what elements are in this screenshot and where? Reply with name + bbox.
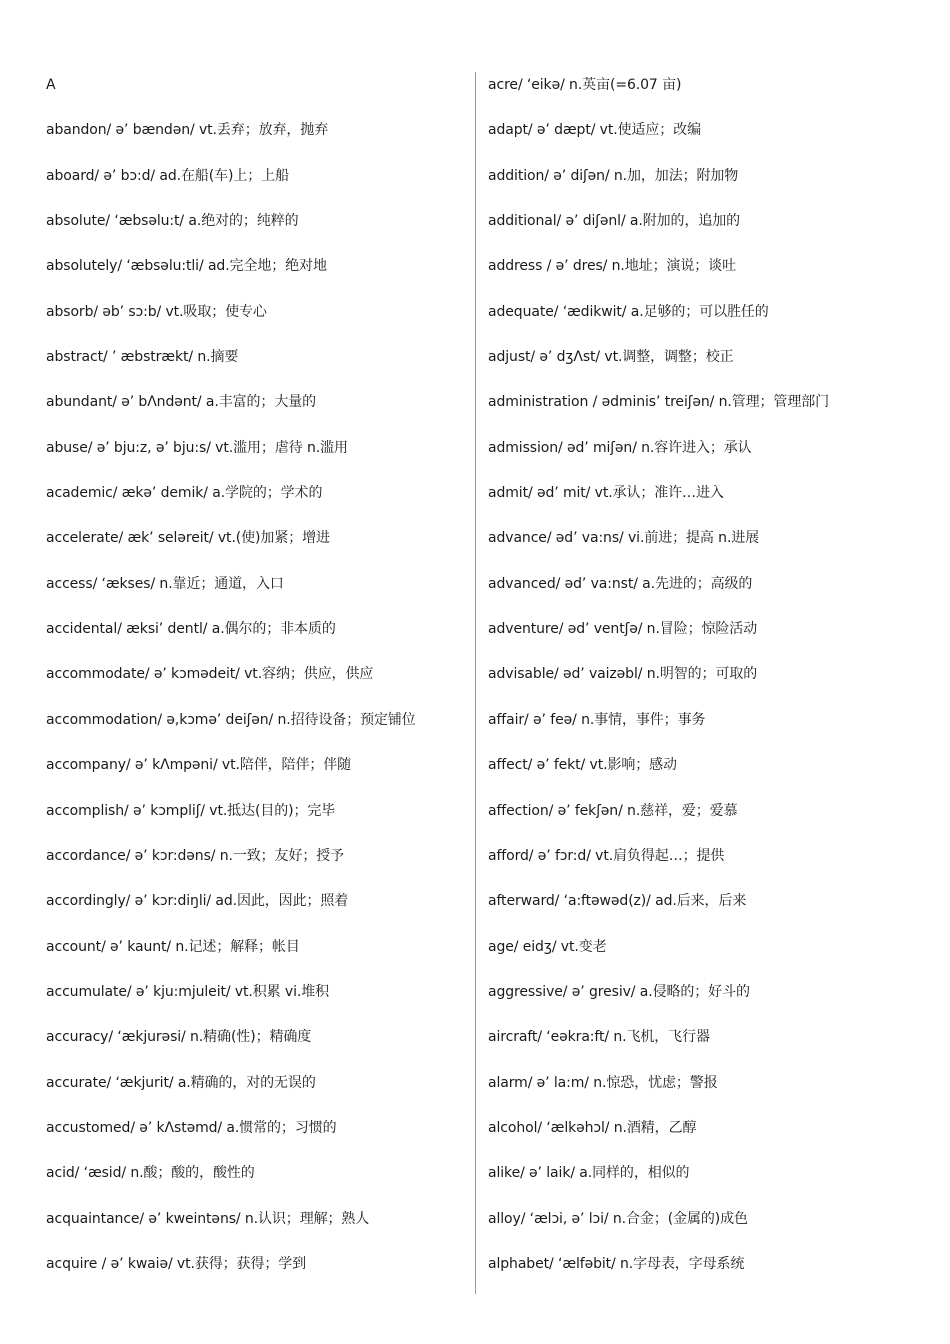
vocabulary-entry: alphabet/ ‘ælfəbit/ n.字母表，字母系统 bbox=[488, 1255, 745, 1272]
left-vocabulary-column bbox=[46, 63, 466, 1287]
vocabulary-entry: affect/ ə’ fekt/ vt.影响；感动 bbox=[488, 757, 677, 774]
vocabulary-entry: affair/ ə’ feə/ n.事情，事件；事务 bbox=[488, 711, 706, 728]
vocabulary-entry: adventure/ əd’ ventʃə/ n.冒险；惊险活动 bbox=[488, 621, 758, 638]
vocabulary-entry: acre/ ‘eikə/ n.英亩(=6.07 亩) bbox=[488, 77, 682, 93]
vocabulary-entry: account/ ə’ kaunt/ n.记述；解释；帐目 bbox=[46, 938, 300, 955]
vocabulary-entry: afterward/ ‘a:ftəwəd(z)/ ad.后来，后来 bbox=[488, 893, 747, 910]
vocabulary-entry: addition/ ə’ diʃən/ n.加，加法；附加物 bbox=[488, 167, 739, 184]
vocabulary-entry: abuse/ ə’ bju:z, ə’ bju:s/ vt.滥用；虐待 n.滥用 bbox=[46, 439, 348, 456]
vocabulary-entry: accommodation/ ə,kɔmə’ deiʃən/ n.招待设备；预定铺位 bbox=[46, 711, 416, 728]
vocabulary-entry: absolutely/ ‘æbsəlu:tli/ ad.完全地；绝对地 bbox=[46, 258, 327, 275]
vocabulary-entry: accurate/ ‘ækjurit/ a.精确的，对的无误的 bbox=[46, 1074, 316, 1091]
vocabulary-entry: accidental/ æksi’ dentl/ a.偶尔的；非本质的 bbox=[46, 621, 336, 638]
vocabulary-entry: alarm/ ə’ la:m/ n.惊恐，忧虑；警报 bbox=[488, 1074, 718, 1091]
section-letter-heading: A bbox=[46, 77, 56, 93]
vocabulary-entry: access/ ‘ækses/ n.靠近；通道，入口 bbox=[46, 575, 284, 592]
vocabulary-entry: accordingly/ ə’ kɔr:diŋli/ ad.因此，因此；照着 bbox=[46, 893, 349, 910]
vocabulary-entry: accommodate/ ə’ kɔmədeit/ vt.容纳；供应，供应 bbox=[46, 666, 374, 683]
vocabulary-entry: afford/ ə’ fɔr:d/ vt.肩负得起…；提供 bbox=[488, 847, 725, 864]
vocabulary-entry: adequate/ ‘ædikwit/ a.足够的；可以胜任的 bbox=[488, 303, 769, 320]
vocabulary-entry: acquaintance/ ə’ kweintəns/ n.认识；理解；熟人 bbox=[46, 1210, 370, 1227]
vocabulary-entry: advisable/ əd’ vaizəbl/ n.明智的；可取的 bbox=[488, 666, 758, 683]
vocabulary-entry: accumulate/ ə’ kju:mjuleit/ vt.积累 vi.堆积 bbox=[46, 983, 330, 1000]
column-divider bbox=[475, 72, 476, 1294]
vocabulary-entry: address / ə’ dres/ n.地址；演说；谈吐 bbox=[488, 258, 736, 275]
vocabulary-entry: aggressive/ ə’ gresiv/ a.侵略的；好斗的 bbox=[488, 983, 750, 1000]
vocabulary-entry: abstract/ ’ æbstrækt/ n.摘要 bbox=[46, 349, 239, 366]
vocabulary-entry: alcohol/ ‘ælkəhɔl/ n.酒精，乙醇 bbox=[488, 1119, 697, 1136]
vocabulary-entry: affection/ ə’ fekʃən/ n.慈祥，爱；爱慕 bbox=[488, 802, 738, 819]
vocabulary-entry: age/ eidʒ/ vt.变老 bbox=[488, 938, 607, 955]
vocabulary-entry: additional/ ə’ diʃənl/ a.附加的，追加的 bbox=[488, 213, 741, 230]
vocabulary-entry: absorb/ əb’ sɔ:b/ vt.吸取；使专心 bbox=[46, 303, 267, 320]
vocabulary-entry: admit/ əd’ mit/ vt.承认；准许…进入 bbox=[488, 485, 724, 502]
vocabulary-entry: adjust/ ə’ dʒΛst/ vt.调整，调整；校正 bbox=[488, 349, 734, 366]
vocabulary-entry: accelerate/ æk’ seləreit/ vt.(使)加紧；增进 bbox=[46, 530, 330, 547]
vocabulary-entry: absolute/ ‘æbsəlu:t/ a.绝对的；纯粹的 bbox=[46, 213, 299, 230]
vocabulary-entry: adapt/ ə’ dæpt/ vt.使适应；改编 bbox=[488, 122, 702, 139]
vocabulary-entry: accustomed/ ə’ kΛstəmd/ a.惯常的；习惯的 bbox=[46, 1119, 337, 1136]
right-vocabulary-column bbox=[488, 63, 918, 1287]
vocabulary-entry: academic/ ækə’ demik/ a.学院的；学术的 bbox=[46, 485, 323, 502]
vocabulary-entry: advance/ əd’ va:ns/ vi.前进；提高 n.进展 bbox=[488, 530, 760, 547]
vocabulary-entry: accuracy/ ‘ækjurəsi/ n.精确(性)；精确度 bbox=[46, 1029, 312, 1046]
vocabulary-entry: abundant/ ə’ bΛndənt/ a.丰富的；大量的 bbox=[46, 394, 317, 411]
vocabulary-entry: abandon/ ə’ bændən/ vt.丢弃；放弃，抛弃 bbox=[46, 122, 329, 139]
vocabulary-entry: aboard/ ə’ bɔ:d/ ad.在船(车)上；上船 bbox=[46, 167, 289, 184]
vocabulary-entry: accordance/ ə’ kɔr:dəns/ n.一致；友好；授予 bbox=[46, 847, 345, 864]
vocabulary-entry: advanced/ əd’ va:nst/ a.先进的；高级的 bbox=[488, 575, 753, 592]
vocabulary-entry: acquire / ə’ kwaiə/ vt.获得；获得；学到 bbox=[46, 1255, 307, 1272]
vocabulary-entry: administration / ədminis’ treiʃən/ n.管理；管理部门 bbox=[488, 394, 830, 411]
vocabulary-entry: acid/ ‘æsid/ n.酸；酸的，酸性的 bbox=[46, 1165, 255, 1182]
vocabulary-entry: accompany/ ə’ kΛmpəni/ vt.陪伴，陪伴；伴随 bbox=[46, 757, 352, 774]
vocabulary-entry: admission/ əd’ miʃən/ n.容许进入；承认 bbox=[488, 439, 752, 456]
vocabulary-entry: accomplish/ ə’ kɔmpliʃ/ vt.抵达(目的)；完毕 bbox=[46, 802, 336, 819]
vocabulary-entry: aircraft/ ‘eəkra:ft/ n.飞机，飞行器 bbox=[488, 1029, 710, 1046]
vocabulary-entry: alloy/ ‘ælɔi, ə’ lɔi/ n.合金；(金属的)成色 bbox=[488, 1210, 748, 1227]
vocabulary-entry: alike/ ə’ laik/ a.同样的，相似的 bbox=[488, 1165, 690, 1182]
